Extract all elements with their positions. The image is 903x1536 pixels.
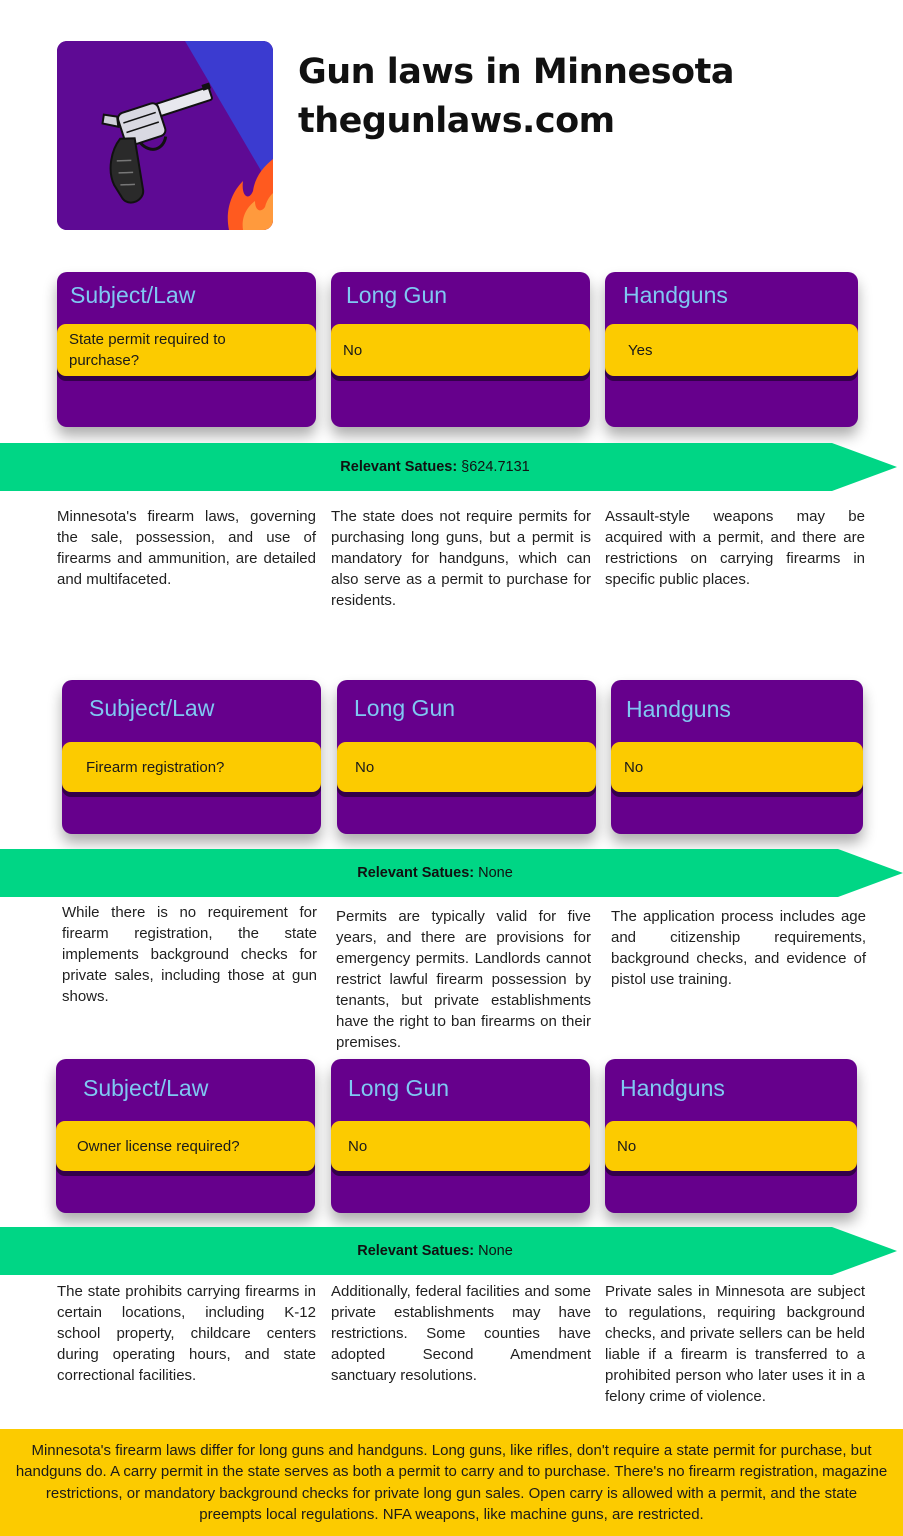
card-subject-law	[56, 1059, 315, 1213]
info-paragraph: While there is no requirement for firearm registration, the state implements background checks for private sales, including those at gun shows.	[62, 904, 317, 1005]
statutes-banner	[0, 443, 897, 491]
revolver-flame-icon	[57, 41, 273, 230]
page-title: Gun laws in Minnesota	[298, 52, 734, 92]
info-paragraph: The state does not require permits for purchasing long guns, but a permit is mandatory for handguns, which can also serve as a permit to purchase for residents.	[331, 508, 591, 609]
statutes-value: §624.7131	[461, 459, 530, 475]
site-name: thegunlaws.com	[298, 101, 615, 141]
statutes-label: Relevant Satues:	[340, 459, 458, 475]
card-heading: Long Gun	[346, 282, 448, 308]
card-subject-law	[57, 272, 316, 427]
card-heading: Handguns	[623, 282, 728, 308]
card-heading: Subject/Law	[89, 695, 215, 721]
card-heading: Handguns	[620, 1075, 725, 1101]
card-value: No	[605, 1121, 857, 1171]
statutes-label: Relevant Satues:	[357, 1243, 475, 1259]
card-long-gun	[331, 1059, 590, 1213]
card-value: Yes	[605, 324, 858, 376]
info-paragraph: Permits are typically valid for five years, and there are provisions for emergency permits. Landlords cannot restrict lawful firearm possession by tenants, but private establishments have the right to ban firearms on their premises.	[336, 908, 591, 1051]
card-subject-law	[62, 680, 321, 834]
card-handguns	[611, 680, 863, 834]
card-long-gun	[337, 680, 596, 834]
card-heading: Long Gun	[348, 1075, 450, 1101]
info-paragraph: Additionally, federal facilities and some private establishments may have restrictions. Some counties have adopted Second Amendment sanctuary resolutions.	[331, 1283, 591, 1384]
card-value: No	[331, 324, 590, 376]
info-paragraph: Minnesota's firearm laws, governing the sale, possession, and use of firearms and ammunition, are detailed and multifaceted.	[57, 508, 316, 588]
statutes-banner	[0, 849, 903, 897]
statutes-line	[0, 443, 870, 491]
statutes-value: None	[478, 865, 513, 881]
statutes-value: None	[478, 1243, 513, 1259]
card-heading: Subject/Law	[83, 1075, 209, 1101]
statutes-line	[0, 1227, 870, 1275]
card-long-gun	[331, 272, 590, 427]
card-value: State permit required to purchase?	[57, 324, 316, 376]
summary-footer: Minnesota's firearm laws differ for long guns and handguns. Long guns, like rifles, don't require a state permit for purchase, but handguns do. A carry permit in the state serves as both a permit to carry and to purchase. There's no firearm registration, magazine restrictions, or mandatory background checks for private long gun sales. Open carry is allowed with a permit, and the state preempts local regulations. NFA weapons, like machine guns, are restricted.	[0, 1429, 903, 1536]
card-value: No	[337, 742, 596, 792]
card-value: Firearm registration?	[62, 742, 321, 792]
statutes-label: Relevant Satues:	[357, 865, 475, 881]
card-handguns	[605, 1059, 857, 1213]
card-heading: Long Gun	[354, 695, 456, 721]
card-value: Owner license required?	[56, 1121, 315, 1171]
card-heading: Handguns	[626, 696, 731, 722]
logo-image	[57, 41, 273, 230]
info-paragraph: The application process includes age and citizenship requirements, background checks, and evidence of pistol use training.	[611, 908, 866, 988]
statutes-banner	[0, 1227, 897, 1275]
statutes-line	[0, 849, 870, 897]
card-heading: Subject/Law	[70, 282, 196, 308]
info-paragraph: Private sales in Minnesota are subject to regulations, requiring background checks, and private sellers can be held liable if a firearm is transferred to a prohibited person who later uses it in a felony crime of violence.	[605, 1283, 865, 1405]
info-paragraph: The state prohibits carrying firearms in certain locations, including K-12 school property, childcare centers during operating hours, and state correctional facilities.	[57, 1283, 316, 1384]
card-handguns	[605, 272, 858, 427]
card-value: No	[611, 742, 863, 792]
info-paragraph: Assault-style weapons may be acquired with a permit, and there are restrictions on carrying firearms in specific public places.	[605, 508, 865, 588]
card-value: No	[331, 1121, 590, 1171]
